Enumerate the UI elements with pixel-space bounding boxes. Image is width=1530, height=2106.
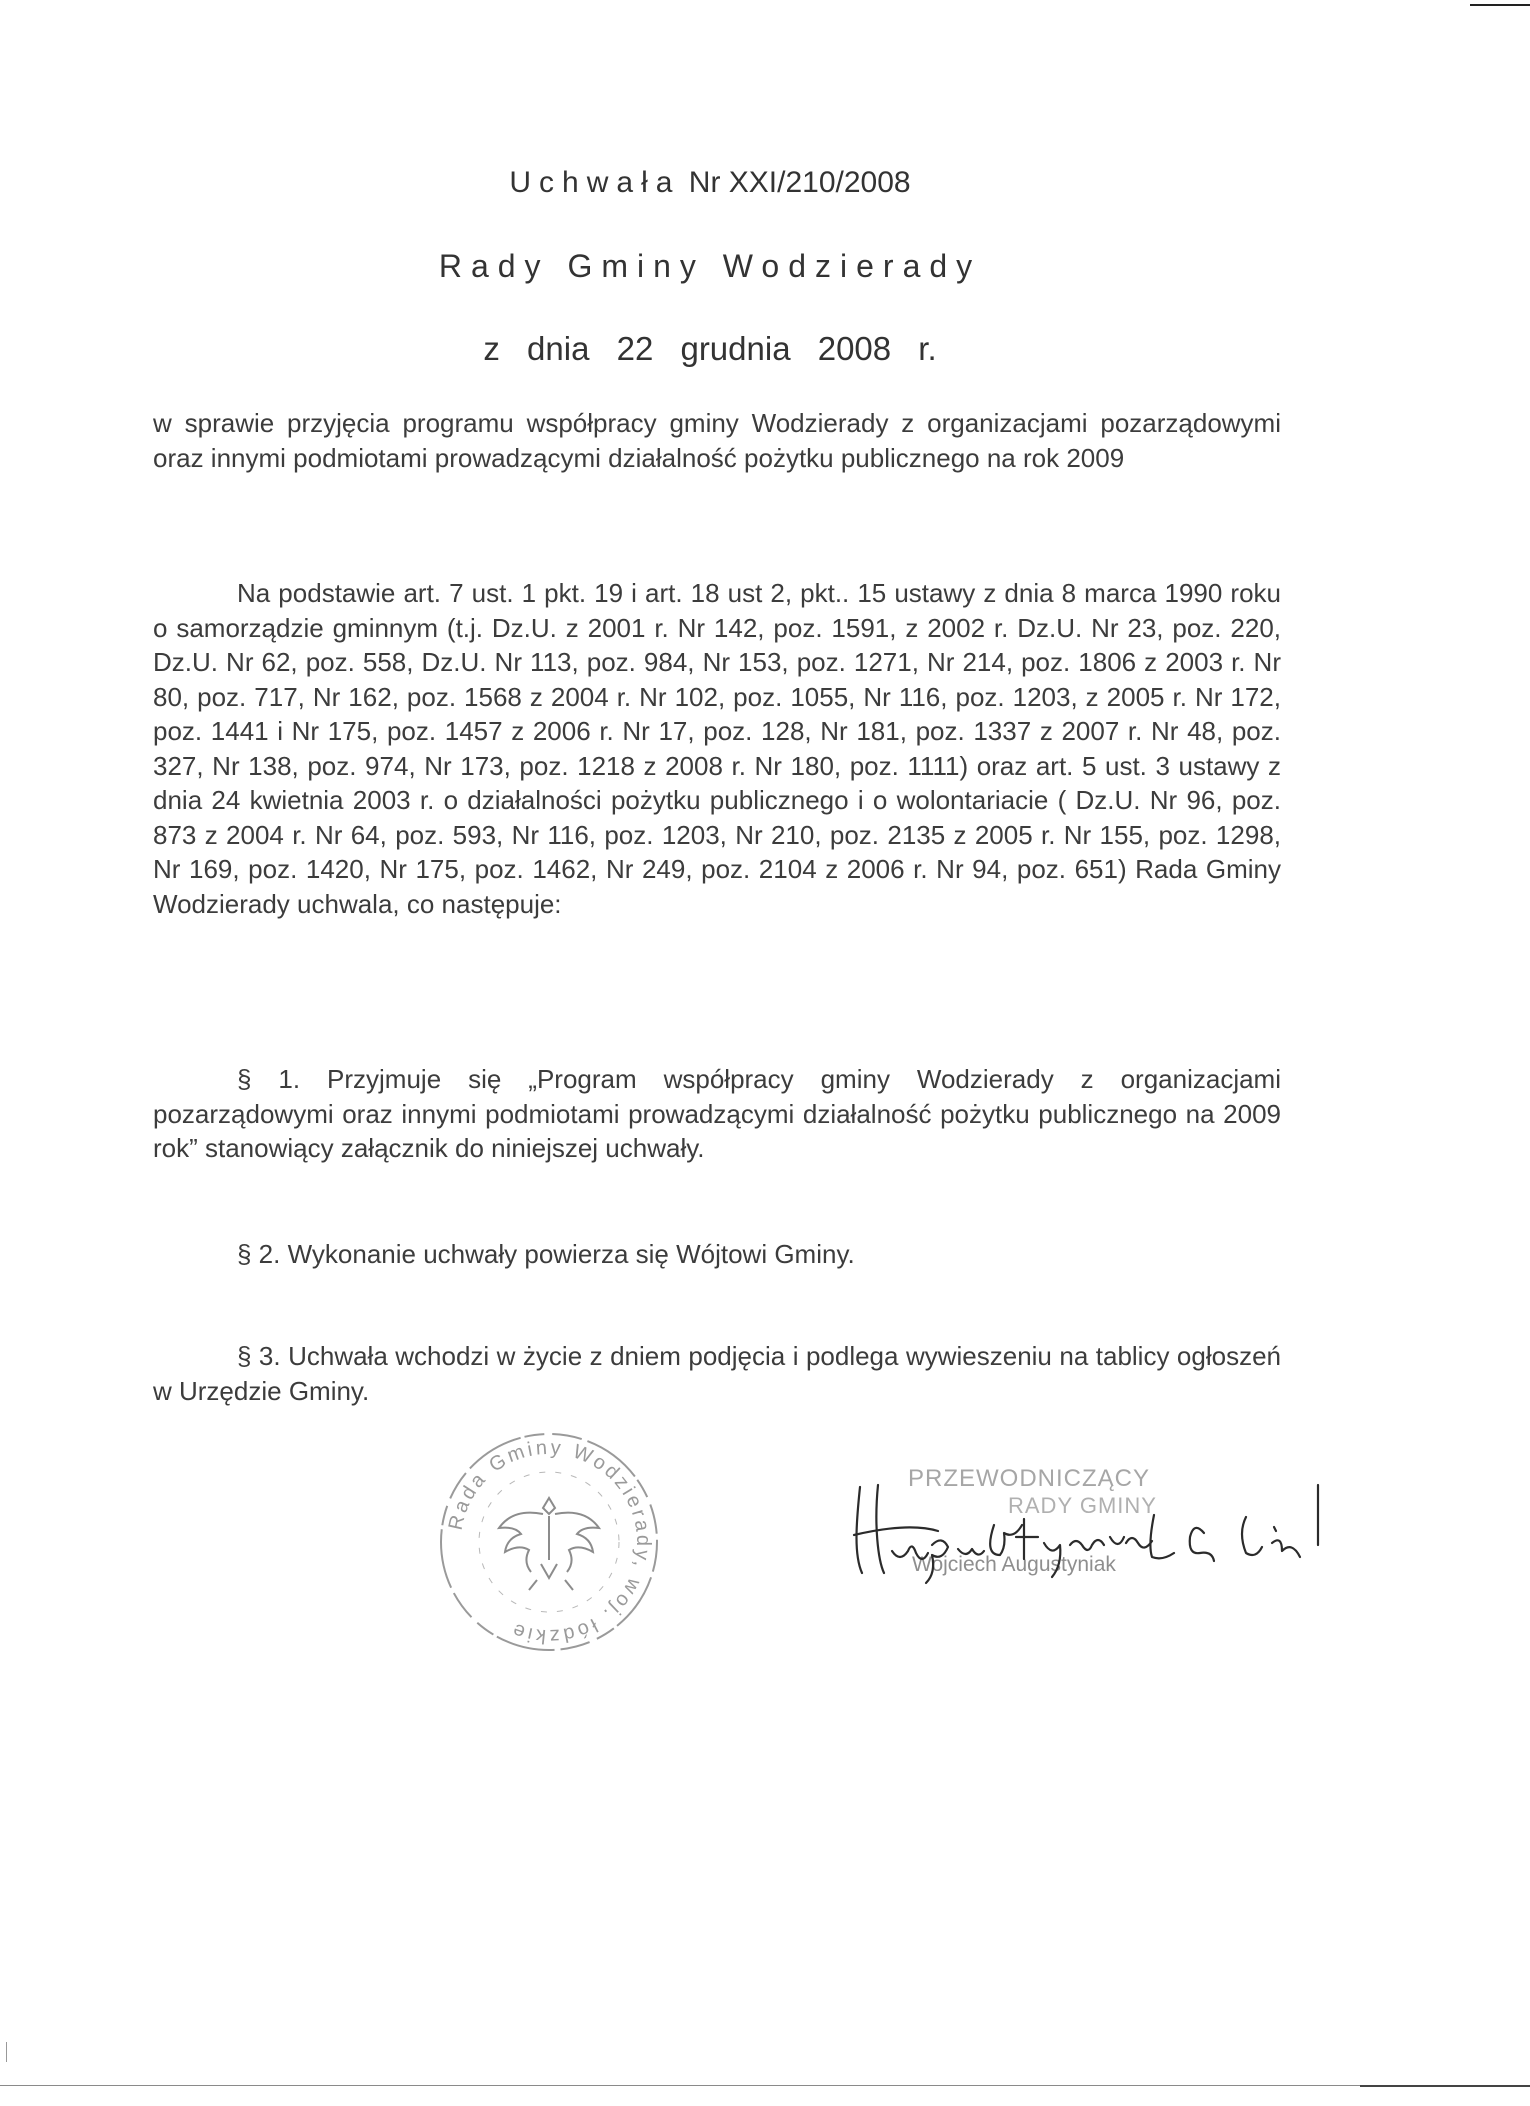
section-1: § 1. Przyjmuje się „Program współpracy gminy Wodzierady z organizacjami pozarządowymi oraz innymi podmiotami prowadzącymi działalność pożytku publicznego na 2009 rok” stanowiący załącznik do niniejszej uchwały. — [153, 1064, 1281, 1163]
scan-edge-line — [1470, 4, 1530, 6]
chairman-title: PRZEWODNICZĄCY — [908, 1465, 1150, 1492]
scan-bottom-edge — [0, 2085, 1530, 2086]
legal-basis-paragraph: Na podstawie art. 7 ust. 1 pkt. 19 i art. 18 ust 2, pkt.. 15 ustawy z dnia 8 marca 1990 roku o samorządzie gminnym (t.j. Dz.U. z 2001 r. Nr 142, poz. 1591, z 2002 r. Dz.U. Nr 23, poz. 220, Dz.U. Nr 62, poz. 558, Dz.U. Nr 113, poz. 984, Nr 153, poz. 1271, Nr 214, poz. 1806 z 2003 r. Nr 80, poz. 717, Nr 162, poz. 1568 z 2004 r. Nr 102, poz. 1055, Nr 116, poz. 1203, z 2005 r. Nr 172, poz. 1441 i Nr 175, poz. 1457 z 2006 r. Nr 17, poz. 128, Nr 181, poz. 1337 z 2007 r. Nr 48, poz. 327, Nr 138, poz. 974, Nr 173, poz. 1218 z 2008 r. Nr 180, poz. 1111) oraz art. 5 ust. 3 ustawy z dnia 24 kwietnia 2003 r. o działalności pożytku publicznego i o wolontariacie ( Dz.U. Nr 96, poz. 873 z 2004 r. Nr 64, poz. 593, Nr 116, poz. 1203, Nr 210, poz. 2135 z 2005 r. Nr 155, poz. 1298, Nr 169, poz. 1420, Nr 175, poz. 1462, Nr 249, poz. 2104 z 2006 r. Nr 94, poz. 651) Rada Gminy Wodzierady uchwala, co następuje: — [153, 578, 1281, 919]
scan-bottom-edge-dark — [1360, 2085, 1530, 2087]
council-seal-stamp — [435, 1428, 663, 1656]
council-name: Rady Gminy Wodzierady — [438, 248, 982, 284]
section-2: § 2. Wykonanie uchwały powierza się Wójtowi Gminy. — [237, 1239, 855, 1269]
section-3: § 3. Uchwała wchodzi w życie z dniem podjęcia i podlega wywieszeniu na tablicy ogłoszeń w Urzędzie Gminy. — [153, 1341, 1281, 1406]
chairman-signature-block — [848, 1465, 1408, 1595]
resolution-subject: w sprawie przyjęcia programu współpracy gminy Wodzierady z organizacjami pozarządowymi oraz innymi podmiotami prowadzącymi działalność pożytku publicznego na rok 2009 — [153, 408, 1281, 473]
eagle-emblem-icon — [499, 1498, 599, 1590]
resolution-title — [0, 166, 1420, 200]
resolution-date: z dnia 22 grudnia 2008 r. — [483, 330, 937, 367]
handwritten-signature — [848, 1465, 1408, 1595]
scan-artifact-mark — [6, 2042, 7, 2062]
chairman-name: Wojciech Augustyniak — [912, 1553, 1116, 1576]
council-body-label: RADY GMINY — [1008, 1493, 1157, 1518]
seal-text: Rada Gminy Wodzierady, woj. łódzkie — [444, 1436, 655, 1648]
title-word: Uchwała — [509, 166, 681, 199]
resolution-number: Nr XXI/210/2008 — [688, 166, 911, 199]
